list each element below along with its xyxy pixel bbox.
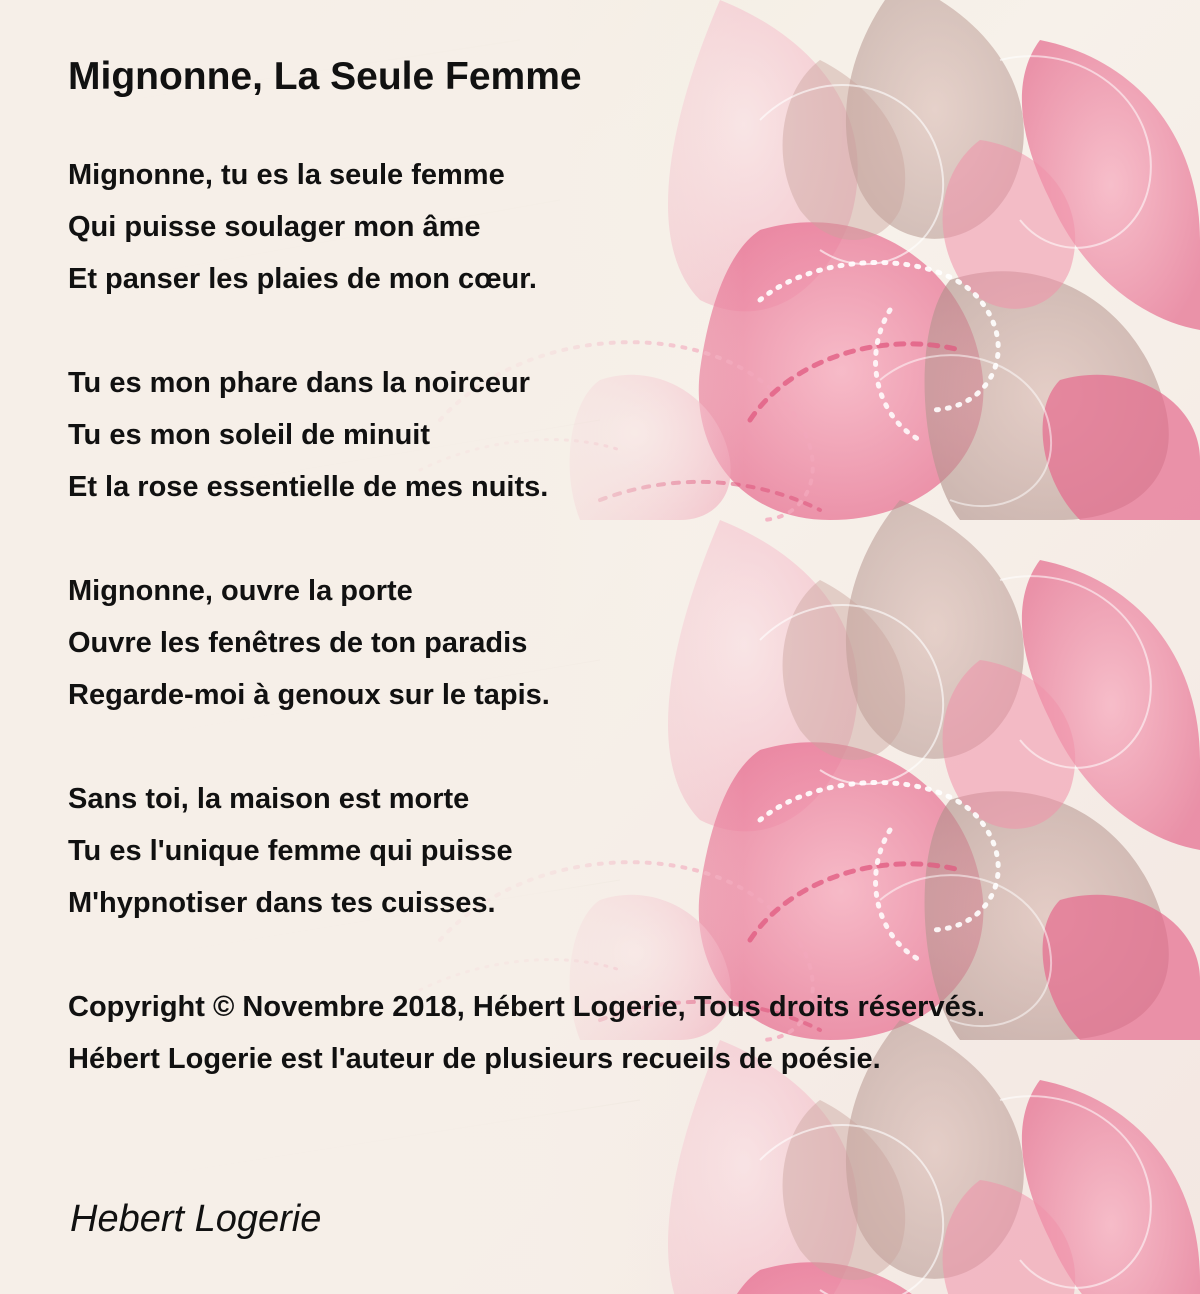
- poem-line: Ouvre les fenêtres de ton paradis: [68, 627, 528, 659]
- poem-line: Tu es mon soleil de minuit: [68, 419, 431, 451]
- poem-line: Qui puisse soulager mon âme: [68, 211, 481, 243]
- poem-line: Tu es mon phare dans la noirceur: [68, 367, 530, 399]
- poem-line: Regarde-moi à genoux sur le tapis.: [68, 679, 550, 711]
- stanza-3: [68, 565, 550, 721]
- poem-title: Mignonne, La Seule Femme: [68, 55, 582, 98]
- stanza-4: [68, 773, 513, 929]
- poem-line: Sans toi, la maison est morte: [68, 783, 470, 815]
- copyright-notice: [68, 981, 985, 1085]
- stanza-2: [68, 357, 548, 513]
- poem-line: Et panser les plaies de mon cœur.: [68, 263, 537, 295]
- poem-line: M'hypnotiser dans tes cuisses.: [68, 887, 496, 919]
- poem-line: Tu es l'unique femme qui puisse: [68, 835, 513, 867]
- poem-line: Mignonne, ouvre la porte: [68, 575, 413, 607]
- poem-line: Mignonne, tu es la seule femme: [68, 159, 505, 191]
- copyright-line: Copyright © Novembre 2018, Hébert Logerie, Tous droits réservés.: [68, 991, 985, 1023]
- stanza-1: [68, 149, 537, 305]
- poem-line: Et la rose essentielle de mes nuits.: [68, 471, 549, 503]
- author-signature: Hebert Logerie: [70, 1198, 322, 1240]
- author-bio-line: Hébert Logerie est l'auteur de plusieurs recueils de poésie.: [68, 1043, 881, 1075]
